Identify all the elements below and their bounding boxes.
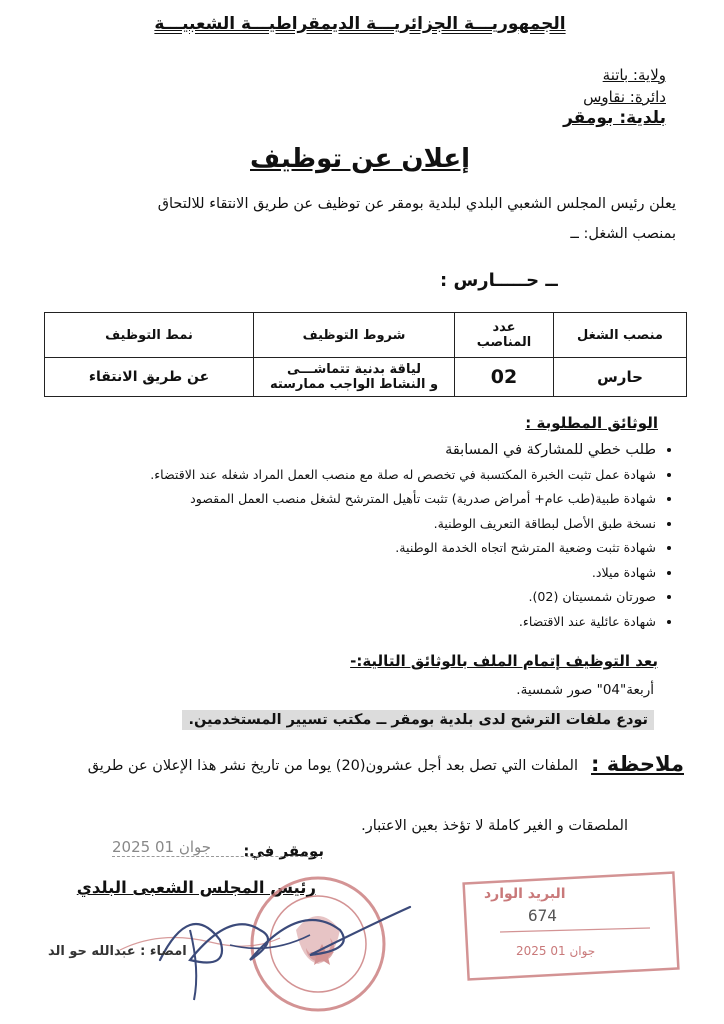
intro-line-2: بمنصب الشغل: ــ xyxy=(570,226,676,242)
after-hiring-heading: بعد التوظيف إتمام الملف بالوثائق التالية:- xyxy=(350,652,658,670)
received-stamp-label: البريد الوارد xyxy=(484,886,566,902)
note-label: ملاحظة : xyxy=(591,752,684,776)
table-row xyxy=(45,358,687,397)
note-line-1: الملفات التي تصل بعد أجل عشرون(20) يوما من تاريخ نشر هذا الإعلان عن طريق xyxy=(87,758,578,774)
header-count-line1: عدد xyxy=(492,320,516,335)
page-title: إعلان عن توظيف xyxy=(250,144,470,174)
municipal-seal-icon xyxy=(252,878,384,1010)
republic-header: الجمهوريـــة الجزائريـــة الديمقراطيـــة الشعبيـــة xyxy=(154,14,566,34)
list-item: • نسخة طبق الأصل لبطاقة التعريف الوطنية. xyxy=(16,512,656,537)
signer-name: امضاء : عبدالله حو الد xyxy=(48,944,187,959)
header-conditions: شروط التوظيف xyxy=(254,313,455,358)
cell-post: حارس xyxy=(554,358,687,397)
post-heading: ــ حـــــارس : xyxy=(440,270,558,291)
table-header-row xyxy=(45,313,687,358)
header-count xyxy=(455,313,554,358)
place-label: بومقر في: xyxy=(243,842,324,860)
cell-conditions-line1: لياقة بدنية تتماشـــى xyxy=(286,362,422,377)
list-item: • شهادة ميلاد. xyxy=(16,561,656,586)
wilaya-line: ولاية: باتنة xyxy=(602,66,666,84)
header-count-line2: المناصب xyxy=(476,335,532,350)
cell-count: 02 xyxy=(455,358,554,397)
header-post: منصب الشغل xyxy=(554,313,687,358)
list-item: • شهادة تثبت وضعية المترشح اتجاه الخدمة الوطنية. xyxy=(16,536,656,561)
baladiya-line: بلدية: بومقر xyxy=(563,108,666,128)
intro-line-1: يعلن رئيس المجلس الشعبي البلدي لبلدية بومقر عن توظيف عن طريق الانتقاء للالتحاق xyxy=(157,196,676,212)
note-line-2: الملصقات و الغير كاملة لا تؤخذ بعين الاعتبار. xyxy=(361,818,628,834)
list-item: • شهادة طبية(طب عام+ أمراض صدرية) تثبت تأهيل المترشح لشغل منصب العمل المقصود xyxy=(16,487,656,512)
deposit-line: تودع ملفات الترشح لدى بلدية بومقر ــ مكتب تسيير المستخدمين. xyxy=(182,710,654,730)
photos-line: أربعة"04" صور شمسية. xyxy=(516,682,654,698)
received-stamp-date: 2025 جوان 01 xyxy=(516,944,596,958)
jobs-table xyxy=(44,312,687,397)
cell-mode: عن طريق الانتقاء xyxy=(45,358,254,397)
cell-conditions-line2: و النشاط الواجب ممارسته xyxy=(269,377,439,392)
documents-heading: الوثائق المطلوبة : xyxy=(525,414,658,432)
president-title: رئيس المجلس الشعبى البلدي xyxy=(76,878,316,897)
documents-list xyxy=(16,438,674,634)
list-item: • صورتان شمسيتان (02). xyxy=(16,585,656,610)
date-stamp: 2025 جوان 01 xyxy=(112,838,318,857)
signature-icon xyxy=(160,907,410,1000)
header-mode: نمط التوظيف xyxy=(45,313,254,358)
received-stamp-number: 674 xyxy=(528,906,557,925)
list-item: • طلب خطي للمشاركة في المسابقة xyxy=(16,438,656,463)
cell-conditions xyxy=(254,358,455,397)
list-item: • شهادة عائلية عند الاقتضاء. xyxy=(16,610,656,635)
list-item: • شهادة عمل تثبت الخبرة المكتسبة في تخصص له صلة مع منصب العمل المراد شغله عند الاقتضاء. xyxy=(16,463,656,488)
daira-line: دائرة: نقاوس xyxy=(583,88,666,106)
